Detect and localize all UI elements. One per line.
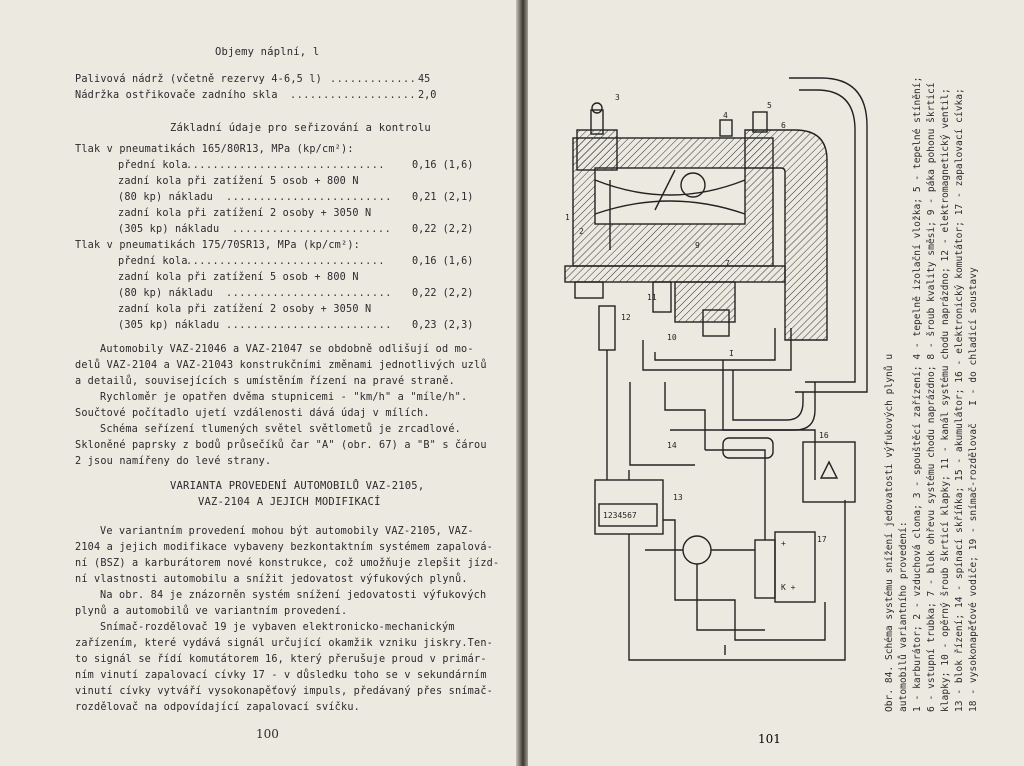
body-line: to signál se řídí komutátorem 16, který přerušuje proud v primár-: [75, 654, 487, 665]
page-number-left: 100: [256, 727, 279, 741]
idle-heater-block: [565, 266, 785, 282]
section-title: VARIANTA PROVEDENÍ AUTOMOBILŮ VAZ-2105,: [170, 480, 425, 492]
electromagnetic-valve: [599, 306, 615, 350]
dot-leader: .............: [330, 74, 417, 85]
label-6: 6: [781, 121, 786, 130]
tire-value: 0,21 (2,1): [412, 192, 474, 203]
label-2: 2: [579, 227, 584, 236]
body-line: a detailů, souvisejících s umístěním řízení na pravé straně.: [75, 376, 456, 387]
tire-value: 0,22 (2,2): [412, 288, 474, 299]
adjust-header: Základní údaje pro seřizování a kontrolu: [170, 122, 431, 134]
tire-value: 0,22 (2,2): [412, 224, 474, 235]
dot-leader: .........................: [226, 288, 392, 299]
label-1: 1: [565, 213, 570, 222]
label-13: 13: [673, 493, 683, 502]
body-line: plynů a automobilů ve variantním provedení.: [75, 606, 348, 617]
label-14: 14: [667, 441, 677, 450]
body-line: Součtové počítadlo ujetí vzdálenosti dává údaj v mílích.: [75, 408, 430, 419]
body-line: zařízením, které vydává signál určující okamžik vzniku jiskry.Ten-: [75, 638, 494, 649]
body-line: Ve variantním provedení mohou být automobily VAZ-2105, VAZ-: [100, 526, 474, 537]
electronic-commutator: [803, 442, 855, 502]
dot-leader: ..............................: [186, 160, 386, 171]
tire-label-cont: (80 kp) nákladu: [118, 192, 214, 203]
label-5: 5: [767, 101, 772, 110]
body-line: ní vlastnosti automobilu a snížit jedovatost výfukových plynů.: [75, 574, 468, 585]
body-line: Rychloměr je opatřen dvěma stupnicemi - "km/h" a "míle/h".: [100, 392, 468, 403]
tire-label: přední kola: [118, 160, 188, 171]
volume-value: 2,0: [418, 90, 437, 101]
page-number-right: 101: [758, 732, 781, 746]
tire-label: zadní kola při zatížení 5 osob + 800 N: [118, 272, 359, 283]
volume-label: Nádržka ostřikovače zadního skla: [75, 90, 278, 101]
tire-label-cont: (80 kp) nákladu: [118, 288, 214, 299]
caption-line: klapky; 10 - opěrný šroub škrticí klapky; 11 - kanál systému chodu naprázdno; 12 - elektromagnetický ventil;: [940, 88, 951, 712]
figure-84-diagram: [555, 70, 875, 690]
caption-line: 6 - vstupní trubka; 7 - blok ohřevu systému chodu naprázdno; 8 - šroub kvality směsi; 9 - páka pohonu škrticí: [926, 82, 937, 712]
distributor: [683, 536, 711, 564]
body-line: Snímač-rozdělovač 19 je vybaven elektronicko-mechanickým: [100, 622, 455, 633]
body-line: Skloněné paprsky z bodů průsečíků čar "A" (obr. 67) a "B" s čárou: [75, 440, 487, 451]
label-17: 17: [817, 535, 827, 544]
dot-leader: ........................: [232, 224, 392, 235]
caption-line: Obr. 84. Schéma systému snížení jedovatosti výfukových plynů u: [884, 353, 895, 712]
body-line: delů VAZ-2104 a VAZ-21043 konstrukčními změnami jednotlivých uzlů: [75, 360, 487, 371]
tire-b-header: Tlak v pneumatikách 175/70SR13, MPa (kp/cm²):: [75, 240, 361, 251]
tire-label-cont: (305 kp) nákladu: [118, 224, 220, 235]
body-line: 2 jsou namířeny do levé strany.: [75, 456, 272, 467]
tire-value: 0,23 (2,3): [412, 320, 474, 331]
body-line: ním vinutí zapalovací cívky 17 - v důsledku toho se v sekundárním: [75, 670, 487, 681]
plus-terminal: +: [781, 539, 786, 548]
label-16: 16: [819, 431, 829, 440]
volume-value: 45: [418, 74, 431, 85]
body-line: vinutí cívky vytváří vysokonapěťový impuls, předávaný přes snímač-: [75, 686, 494, 697]
caption-line: 1 - karburátor; 2 - vzduchová clona; 3 - spouštěcí zařízení; 4 - tepelně izolační vložka; 5 - tepelné stínění;: [912, 76, 923, 712]
battery: [755, 540, 775, 598]
label-12: 12: [621, 313, 631, 322]
dot-leader: .........................: [226, 192, 392, 203]
label-10: 10: [667, 333, 677, 342]
body-line: ní (BSZ) a karburátorem nové konstrukce, což umožňuje zlepšit jízd-: [75, 558, 500, 569]
volumes-header: Objemy náplní, l: [215, 46, 320, 58]
caption-line: 13 - blok řízení; 14 - spínací skříňka; 15 - akumulátor; 16 - elektronický komutátor; 17 - zapalovací cívka;: [954, 88, 965, 712]
body-line: 2104 a jejich modifikace vybaveny bezkontaktním systémem zapalová-: [75, 542, 494, 553]
label-9: 9: [695, 241, 700, 250]
dot-leader: ..............................: [186, 256, 386, 267]
label-11: 11: [647, 293, 657, 302]
volume-label: Palivová nádrž (včetně rezervy 4-6,5 l): [75, 74, 323, 85]
tire-value: 0,16 (1,6): [412, 256, 474, 267]
k-plus-terminal: K +: [781, 583, 796, 592]
body-line: Automobily VAZ-21046 a VAZ-21047 se obdobně odlišují od mo-: [100, 344, 474, 355]
air-filter-mount: [577, 130, 617, 170]
tire-label: zadní kola při zatížení 2 osoby + 3050 N: [118, 304, 372, 315]
dot-leader: .........................: [226, 320, 392, 331]
tire-label: zadní kola při zatížení 5 osob + 800 N: [118, 176, 359, 187]
tire-label-cont: (305 kp) nákladu: [118, 320, 220, 331]
tire-value: 0,16 (1,6): [412, 160, 474, 171]
dot-leader: ...................: [290, 90, 417, 101]
tire-label: zadní kola při zatížení 2 osoby + 3050 N: [118, 208, 372, 219]
caption-line: 18 - vysokonapěťové vodiče; 19 - snímač-rozdělovač I - do chladicí soustavy: [968, 267, 979, 712]
connector-pins: 1234567: [603, 511, 637, 520]
tire-label: přední kola: [118, 256, 188, 267]
label-3: 3: [615, 93, 620, 102]
tire-a-header: Tlak v pneumatikách 165/80R13, MPa (kp/cm²):: [75, 144, 354, 155]
caption-line: automobilů variantního provedení:: [898, 521, 909, 712]
body-line: rozdělovač na odpovídající zapalovací svíčku.: [75, 702, 361, 713]
label-4: 4: [723, 111, 728, 120]
body-line: Na obr. 84 je znázorněn systém snížení jedovatosti výfukových: [100, 590, 487, 601]
label-I: I: [729, 349, 734, 358]
section-title: VAZ-2104 A JEJICH MODIFIKACÍ: [198, 496, 381, 508]
label-7: 7: [725, 259, 730, 268]
body-line: Schéma seřízení tlumených světel světlometů je zrcadlové.: [100, 424, 462, 435]
